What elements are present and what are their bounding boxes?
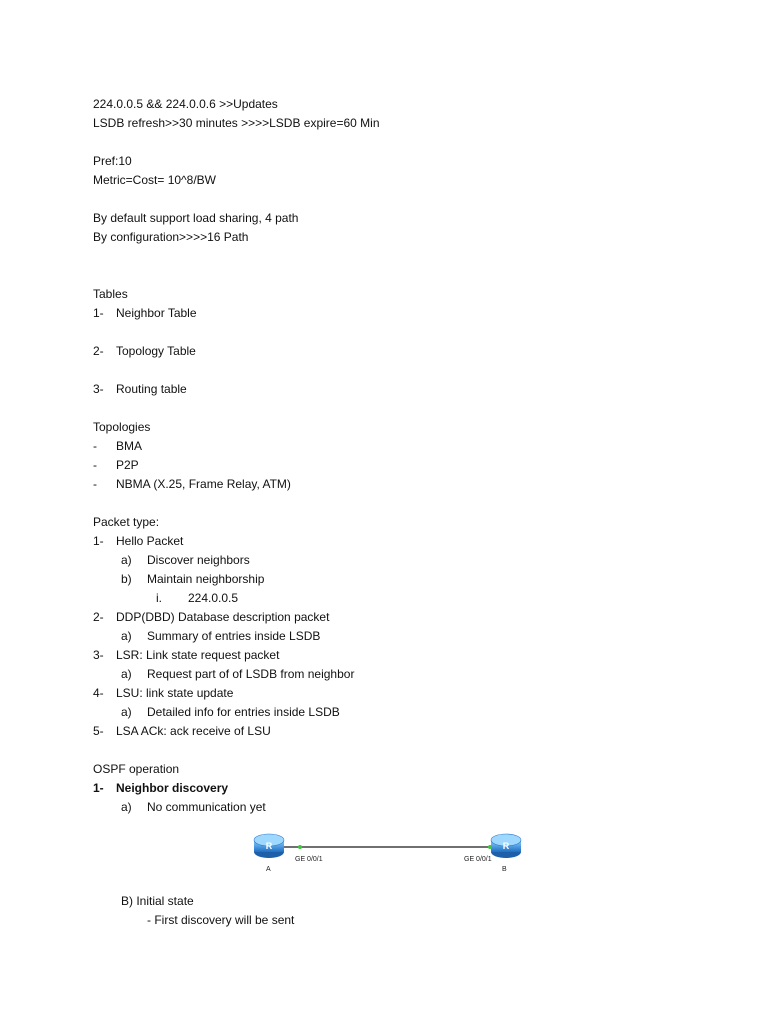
sub-list-letter: a) <box>121 705 132 719</box>
multicast-line: 224.0.0.5 && 224.0.0.6 >>Updates <box>93 97 278 111</box>
list-item: Neighbor discovery <box>116 781 229 795</box>
list-number: 5- <box>93 724 104 738</box>
port-b-label: GE 0/0/1 <box>464 856 492 863</box>
sub-list-letter: a) <box>121 629 132 643</box>
port-a-indicator <box>298 845 302 849</box>
list-bullet: - <box>93 477 97 491</box>
list-number: 2- <box>93 344 104 358</box>
list-number: 1- <box>93 781 104 795</box>
list-bullet: - <box>93 439 97 453</box>
list-number: 1- <box>93 534 104 548</box>
list-item: Topology Table <box>116 344 196 358</box>
network-diagram <box>250 826 530 878</box>
sub-sub-list-numeral: i. <box>156 591 162 605</box>
sub-list-item: Discover neighbors <box>147 553 250 567</box>
list-item: NBMA (X.25, Frame Relay, ATM) <box>116 477 291 491</box>
port-a-label: GE 0/0/1 <box>295 856 323 863</box>
list-item: P2P <box>116 458 139 472</box>
lsdb-line: LSDB refresh>>30 minutes >>>>LSDB expire=60 Min <box>93 116 380 130</box>
router-a-label: A <box>266 866 271 873</box>
list-item: LSU: link state update <box>116 686 234 700</box>
svg-text:R: R <box>265 841 273 851</box>
list-number: 1- <box>93 306 104 320</box>
sub-list-item: Summary of entries inside LSDB <box>147 629 321 643</box>
router-b-icon <box>491 834 521 858</box>
router-b-label: B <box>502 866 507 873</box>
list-item: DDP(DBD) Database description packet <box>116 610 330 624</box>
sub-list-item: No communication yet <box>147 800 266 814</box>
packet-type-heading: Packet type: <box>93 515 160 529</box>
svg-text:R: R <box>502 841 510 851</box>
port-b-indicator <box>488 845 492 849</box>
sub-list-item: Request part of of LSDB from neighbor <box>147 667 355 681</box>
list-item: Hello Packet <box>116 534 184 548</box>
pref-line: Pref:10 <box>93 154 132 168</box>
list-item: LSR: Link state request packet <box>116 648 280 662</box>
list-item: Routing table <box>116 382 187 396</box>
load-sharing-line: By default support load sharing, 4 path <box>93 211 299 225</box>
first-discovery-line: - First discovery will be sent <box>147 913 295 927</box>
sub-list-item: Maintain neighborship <box>147 572 265 586</box>
sub-list-letter: a) <box>121 667 132 681</box>
sub-sub-list-item: 224.0.0.5 <box>188 591 239 605</box>
list-bullet: - <box>93 458 97 472</box>
router-a-icon <box>254 834 284 858</box>
list-number: 3- <box>93 648 104 662</box>
list-item: Neighbor Table <box>116 306 197 320</box>
metric-line: Metric=Cost= 10^8/BW <box>93 173 217 187</box>
list-number: 4- <box>93 686 104 700</box>
sub-list-letter: b) <box>121 572 132 586</box>
list-number: 3- <box>93 382 104 396</box>
sub-list-letter: a) <box>121 800 132 814</box>
list-item: BMA <box>116 439 143 453</box>
ospf-operation-heading: OSPF operation <box>93 762 180 776</box>
list-item: LSA ACk: ack receive of LSU <box>116 724 271 738</box>
sub-list-item: Detailed info for entries inside LSDB <box>147 705 340 719</box>
configuration-line: By configuration>>>>16 Path <box>93 230 249 244</box>
list-number: 2- <box>93 610 104 624</box>
initial-state-line: B) Initial state <box>121 894 194 908</box>
sub-list-letter: a) <box>121 553 132 567</box>
topologies-heading: Topologies <box>93 420 151 434</box>
tables-heading: Tables <box>93 287 128 301</box>
